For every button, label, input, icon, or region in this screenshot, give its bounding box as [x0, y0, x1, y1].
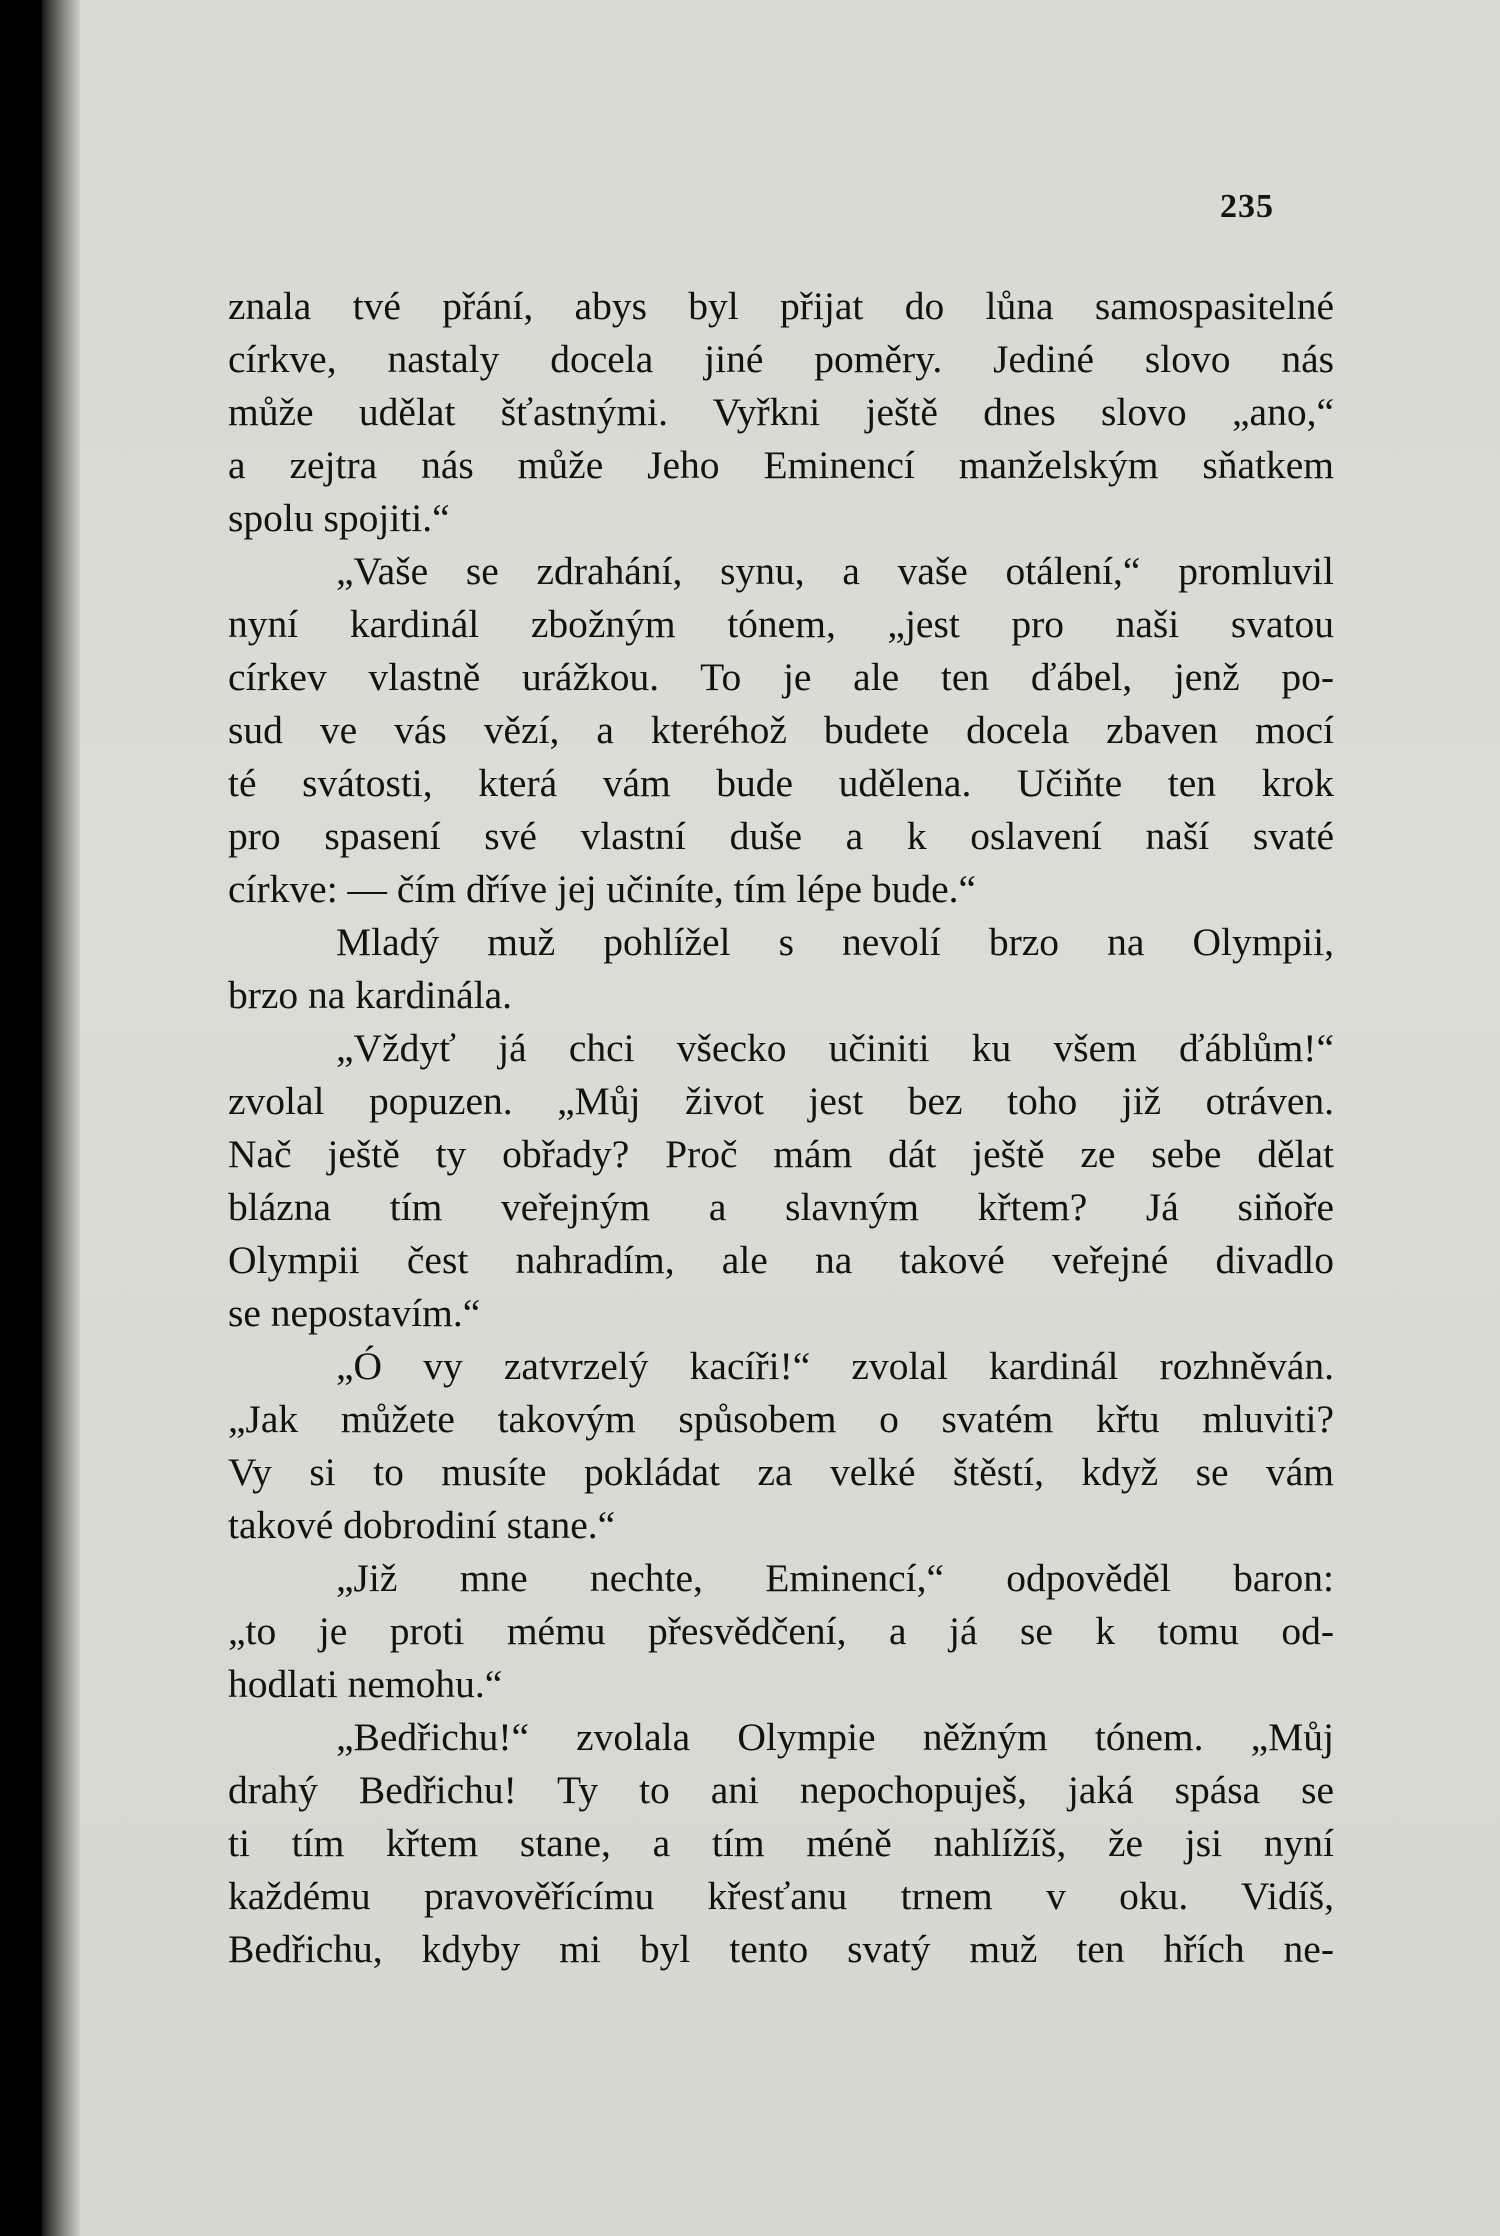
text-line: „to je proti mému přesvědčení, a já se k tomu od- — [228, 1609, 1334, 1653]
text-line: Vy si to musíte pokládat za velké štěstí, když se vám — [228, 1450, 1334, 1494]
text-line: „Jak můžete takovým spůsobem o svatém křtu mluviti? — [228, 1397, 1334, 1441]
text-line: té svátosti, která vám bude udělena. Učiňte ten krok — [228, 761, 1334, 805]
text-line: ti tím křtem stane, a tím méně nahlížíš, že jsi nyní — [228, 1821, 1334, 1865]
text-line: Olympii čest nahradím, ale na takové veřejné divadlo — [228, 1238, 1334, 1282]
text-line: blázna tím veřejným a slavným křtem? Já siňoře — [228, 1185, 1334, 1229]
text-line: nyní kardinál zbožným tónem, „jest pro naši svatou — [228, 602, 1334, 646]
text-line: „Vždyť já chci všecko učiniti ku všem ďáblům!“ — [336, 1026, 1334, 1070]
text-line: „Bedřichu!“ zvolala Olympie něžným tónem. „Můj — [336, 1715, 1334, 1759]
text-line: „Vaše se zdrahání, synu, a vaše otálení,“ promluvil — [336, 549, 1334, 593]
text-line: znala tvé přání, abys byl přijat do lůna samospasitelné — [228, 284, 1334, 328]
text-line: brzo na kardinála. — [228, 973, 513, 1017]
text-line: zvolal popuzen. „Můj život jest bez toho již otráven. — [228, 1079, 1334, 1123]
page-binding-edge — [42, 0, 80, 2236]
body-text — [228, 280, 1334, 1976]
page-number: 235 — [1220, 188, 1274, 225]
text-line: církve, nastaly docela jiné poměry. Jediné slovo nás — [228, 337, 1334, 381]
text-line: „Již mne nechte, Eminencí,“ odpověděl baron: — [336, 1556, 1334, 1600]
text-line: Bedřichu, kdyby mi byl tento svatý muž ten hřích ne- — [228, 1927, 1334, 1971]
text-line: každému pravověřícímu křesťanu trnem v oku. Vidíš, — [228, 1874, 1334, 1918]
text-line: Nač ještě ty obřady? Proč mám dát ještě ze sebe dělat — [228, 1132, 1334, 1176]
text-line: Mladý muž pohlížel s nevolí brzo na Olympii, — [336, 920, 1334, 964]
text-line: „Ó vy zatvrzelý kacíři!“ zvolal kardinál rozhněván. — [336, 1344, 1334, 1388]
text-line: hodlati nemohu.“ — [228, 1662, 503, 1706]
text-line: církve: — čím dříve jej učiníte, tím lépe bude.“ — [228, 867, 977, 911]
text-line: a zejtra nás může Jeho Eminencí manželským sňatkem — [228, 443, 1334, 487]
text-line: takové dobrodiní stane.“ — [228, 1503, 616, 1547]
book-page — [42, 0, 1500, 2236]
text-line: církev vlastně urážkou. To je ale ten ďábel, jenž po- — [228, 655, 1334, 699]
text-line: pro spasení své vlastní duše a k oslavení naší svaté — [228, 814, 1334, 858]
text-line: sud ve vás vězí, a kteréhož budete docela zbaven mocí — [228, 708, 1334, 752]
text-line: drahý Bedřichu! Ty to ani nepochopuješ, jaká spása se — [228, 1768, 1334, 1812]
text-line: spolu spojiti.“ — [228, 496, 450, 540]
text-line: může udělat šťastnými. Vyřkni ještě dnes slovo „ano,“ — [228, 390, 1334, 434]
text-line: se nepostavím.“ — [228, 1291, 481, 1335]
